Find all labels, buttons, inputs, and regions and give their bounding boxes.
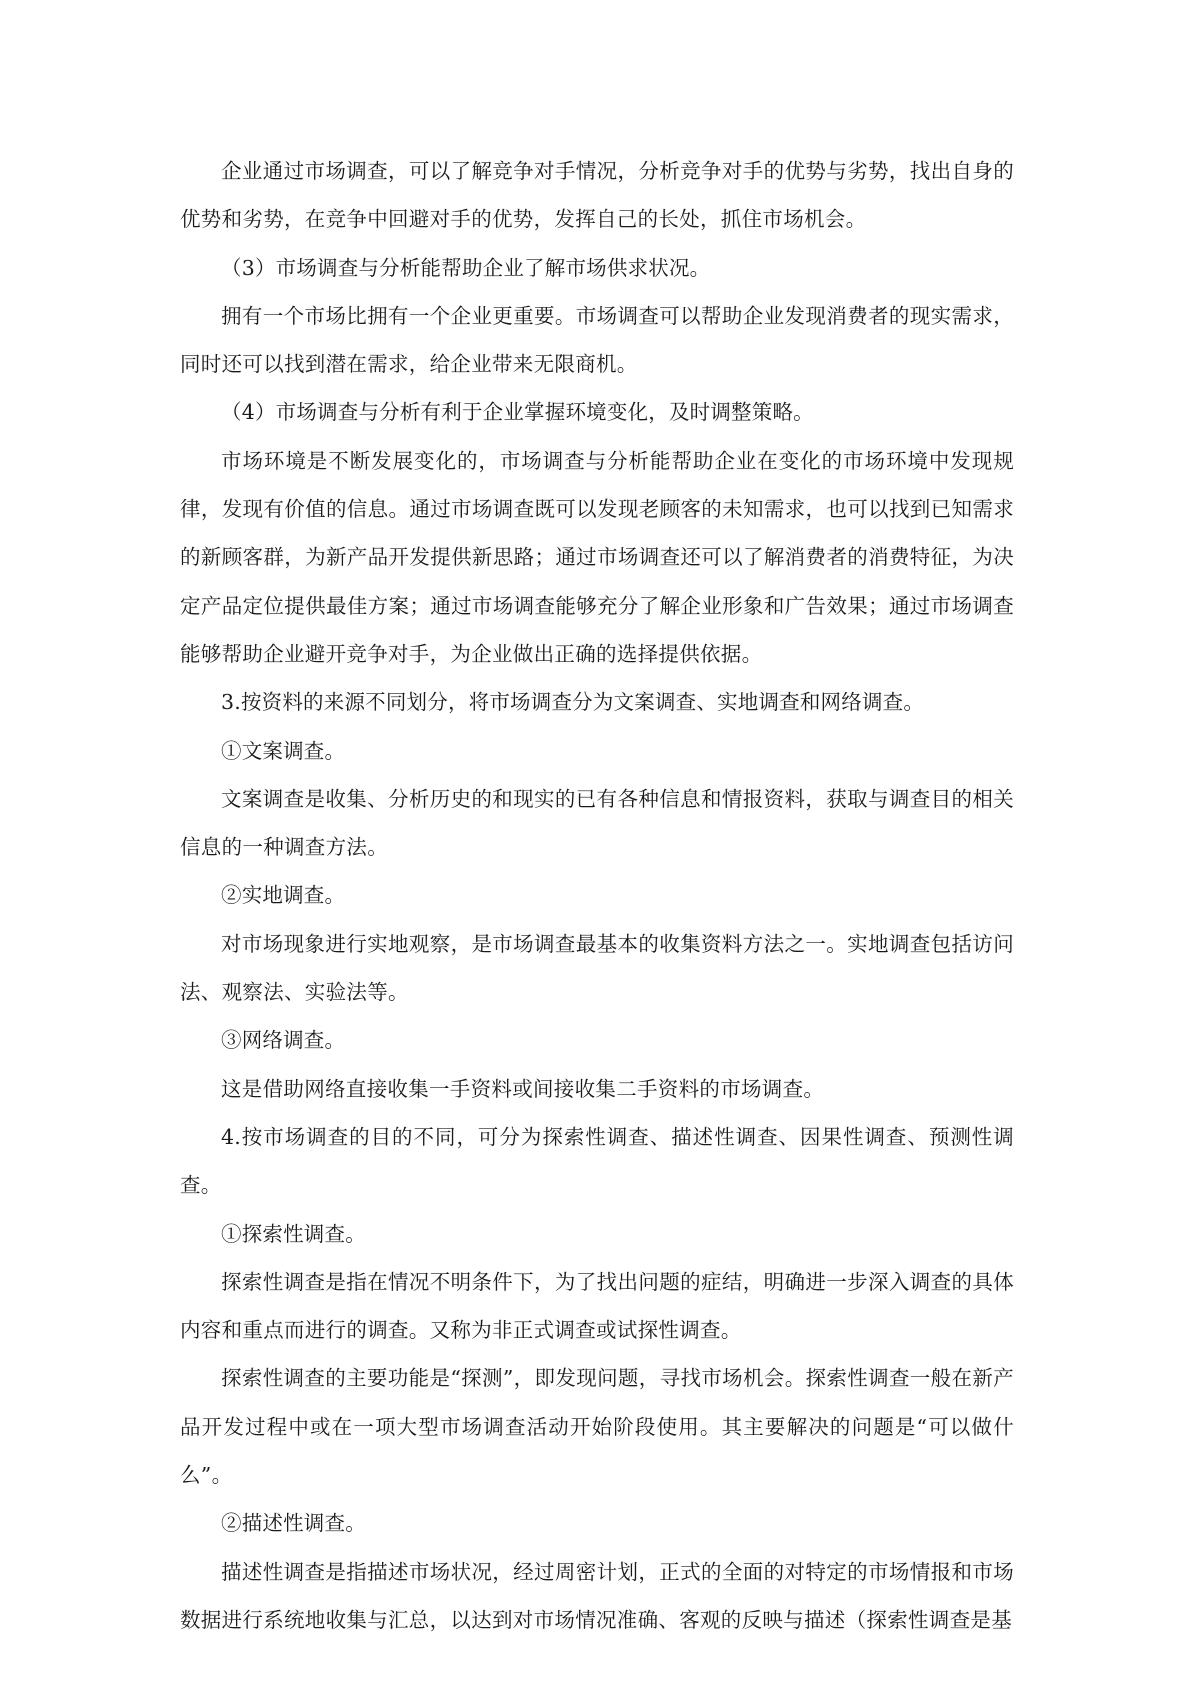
paragraph-desk-research: 文案调查是收集、分析历史的和现实的已有各种信息和情报资料，获取与调查目的相关信息的一种调查方法。 — [180, 786, 1014, 860]
document-page — [180, 147, 1014, 1644]
paragraph-exploratory-definition: 探索性调查是指在情况不明条件下，为了找出问题的症结，明确进一步深入调查的具体内容和重点而进行的调查。又称为非正式调查或试探性调查。 — [180, 1269, 1014, 1343]
paragraph-field-research: 对市场现象进行实地观察，是市场调查最基本的收集资料方法之一。实地调查包括访问法、观察法、实验法等。 — [180, 931, 1014, 1005]
paragraph-exploratory-function: 探索性调查的主要功能是“探测”，即发现问题，寻找市场机会。探索性调查一般在新产品开发过程中或在一项大型市场调查活动开始阶段使用。其主要解决的问题是“可以做什么”。 — [180, 1366, 1014, 1488]
paragraph-point-4-heading: （4）市场调查与分析有利于企业掌握环境变化，及时调整策略。 — [221, 400, 814, 425]
paragraph-field-research-heading: ②实地调查。 — [221, 883, 346, 908]
paragraph-environment-change: 市场环境是不断发展变化的，市场调查与分析能帮助企业在变化的市场环境中发现规律，发现有价值的信息。通过市场调查既可以发现老顾客的未知需求，也可以找到已知需求的新顾客群，为新产品开发提供新思路；通过市场调查还可以了解消费者的消费特征，为决定产品定位提供最佳方案；通过市场调查能够充分了解企业形象和广告效果；通过市场调查能够帮助企业避开竞争对手，为企业做出正确的选择提供依据。 — [180, 448, 1014, 666]
paragraph-point-3-heading: （3）市场调查与分析能帮助企业了解市场供求状况。 — [221, 255, 711, 280]
paragraph-competitor-analysis: 企业通过市场调查，可以了解竞争对手情况，分析竞争对手的优势与劣势，找出自身的优势和劣势，在竞争中回避对手的优势，发挥自己的长处，抓住市场机会。 — [180, 159, 1014, 232]
paragraph-section-3-heading: 3.按资料的来源不同划分，将市场调查分为文案调查、实地调查和网络调查。 — [221, 690, 925, 715]
paragraph-descriptive-definition: 描述性调查是指描述市场状况，经过周密计划，正式的全面的对特定的市场情报和市场数据进行系统地收集与汇总，以达到对市场情况准确、客观的反映与描述（探索性调查是基 — [180, 1559, 1014, 1632]
paragraph-exploratory-heading: ①探索性调查。 — [221, 1221, 366, 1246]
paragraph-online-research: 这是借助网络直接收集一手资料或间接收集二手资料的市场调查。 — [221, 1076, 825, 1101]
paragraph-online-research-heading: ③网络调查。 — [221, 1028, 346, 1053]
paragraph-descriptive-heading: ②描述性调查。 — [221, 1511, 366, 1536]
paragraph-desk-research-heading: ①文案调查。 — [221, 738, 346, 763]
paragraph-market-demand: 拥有一个市场比拥有一个企业更重要。市场调查可以帮助企业发现消费者的现实需求，同时还可以找到潜在需求，给企业带来无限商机。 — [180, 303, 1014, 377]
paragraph-section-4-heading: 4.按市场调查的目的不同，可分为探索性调查、描述性调查、因果性调查、预测性调查。 — [180, 1124, 1014, 1198]
